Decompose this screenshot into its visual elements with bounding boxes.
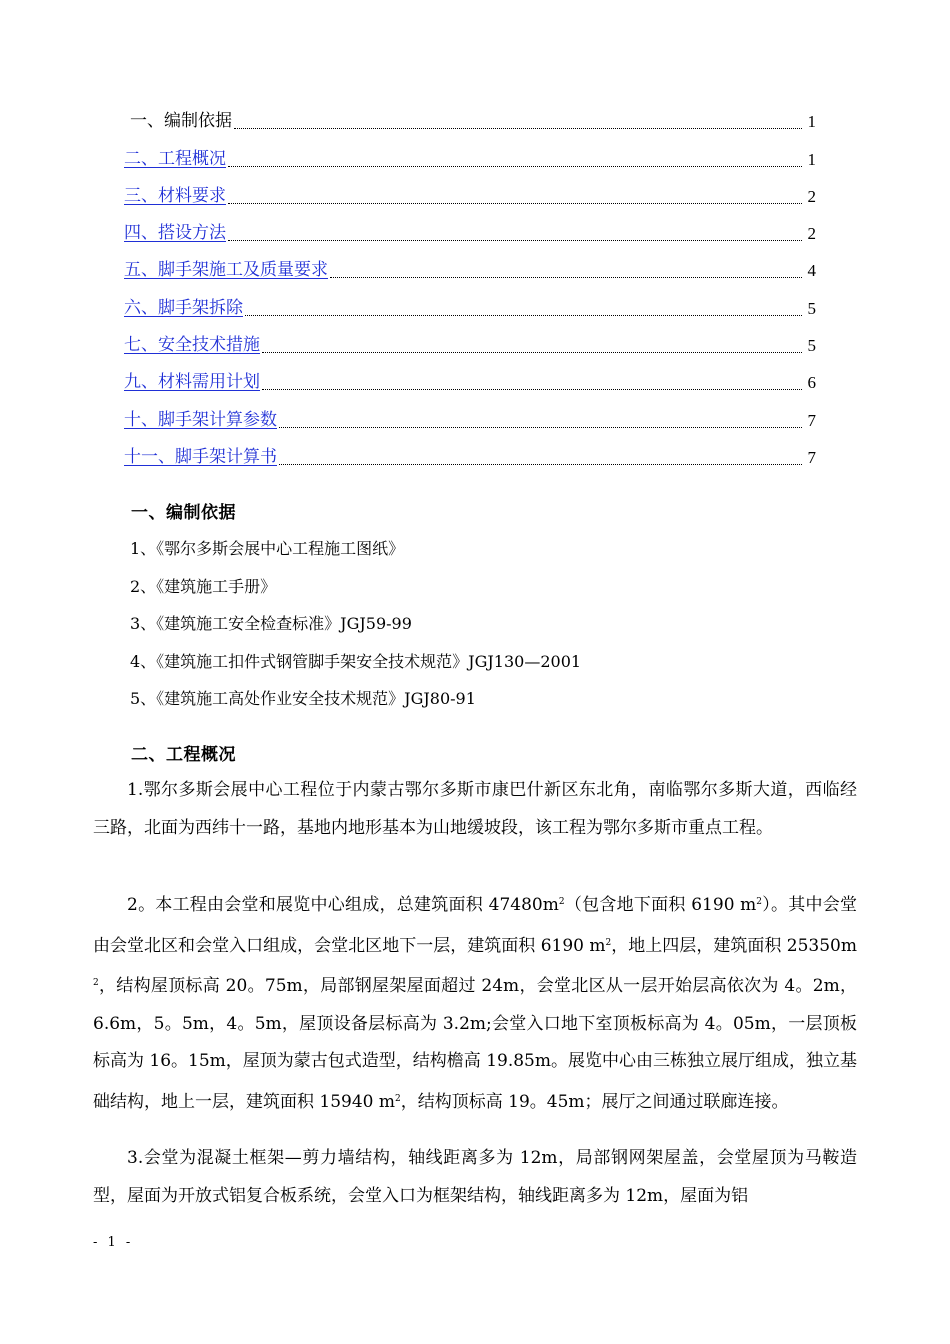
toc-link[interactable]: 二、工程概况 xyxy=(124,148,226,169)
paragraph-composition: 2。本工程由会堂和展览中心组成，总建筑面积 $47480m^2$（包含地下面积 6190 $m^2$）。其中会堂由会堂北区和会堂入口组成，会堂北区地下一层，建筑面积 6190 $m^2$，地上四层，建筑面积 $25350m^2$，结构屋顶标高 20。75m，局部钢屋架屋面超过 24m，会堂北区从一层开始层高依次为 4。2m，6.6m，5。5m，4。5m，屋顶设备层标高为 3.2m;会堂入口地下室顶板标高为 4。05m，一层顶板标高为 16。15m，屋顶为蒙古包式造型，结构檐高 19.85m。展览中心由三栋独立展厅组成，独立基础结构，地上一层，建筑面积 15940 $m^2$，结构顶标高 19。45m；展厅之间通过联廊连接。 xyxy=(93,895,858,1112)
toc-link[interactable]: 九、材料需用计划 xyxy=(124,372,260,393)
toc-dot-leader xyxy=(262,388,802,390)
toc-link[interactable]: 六、脚手架拆除 xyxy=(124,297,243,318)
toc-page-number: 2 xyxy=(807,186,816,206)
toc-entry[interactable] xyxy=(124,178,816,215)
toc-page-number: 5 xyxy=(807,336,816,356)
toc-entry[interactable] xyxy=(124,215,816,252)
table-of-contents xyxy=(124,103,816,476)
paragraph-structure: 3.会堂为混凝土框架—剪力墙结构，轴线距离多为 12m，局部钢网架屋盖，会堂屋顶为马鞍造型，屋面为开放式铝复合板系统，会堂入口为框架结构，轴线距离多为 12m，屋面为铝 xyxy=(93,1148,857,1206)
section-title-basis: 一、编制依据 xyxy=(131,503,236,523)
toc-entry[interactable] xyxy=(124,289,816,326)
toc-page-number: 5 xyxy=(807,298,816,318)
toc-entry xyxy=(124,103,816,140)
toc-page-number: 7 xyxy=(807,447,816,467)
toc-dot-leader xyxy=(262,351,802,353)
toc-link[interactable]: 三、材料要求 xyxy=(124,185,226,206)
toc-page-number: 2 xyxy=(807,224,816,244)
toc-link[interactable]: 七、安全技术措施 xyxy=(124,335,260,356)
toc-entry[interactable] xyxy=(124,252,816,289)
toc-dot-leader xyxy=(245,314,802,316)
section-title-overview: 二、工程概况 xyxy=(131,745,236,765)
toc-dot-leader xyxy=(228,165,802,167)
toc-page-number: 4 xyxy=(807,261,816,281)
toc-dot-leader xyxy=(234,127,802,129)
list-item: 5、《建筑施工高处作业安全技术规范》JGJ80-91 xyxy=(130,689,476,708)
toc-page-number: 1 xyxy=(807,112,816,132)
list-item: 4、《建筑施工扣件式钢管脚手架安全技术规范》JGJ130—2001 xyxy=(130,651,582,671)
toc-link[interactable]: 五、脚手架施工及质量要求 xyxy=(124,260,328,281)
toc-entry[interactable] xyxy=(124,401,816,438)
toc-link[interactable]: 四、搭设方法 xyxy=(124,223,226,244)
reference-list xyxy=(130,530,830,718)
toc-dot-leader xyxy=(279,463,802,465)
toc-link[interactable]: 十一、脚手架计算书 xyxy=(124,446,277,467)
page-number: - 1 - xyxy=(93,1235,134,1250)
toc-label: 一、编制依据 xyxy=(130,111,232,132)
list-item: 3、《建筑施工安全检查标准》JGJ59-99 xyxy=(130,614,412,633)
toc-page-number: 7 xyxy=(807,410,816,430)
toc-entry[interactable] xyxy=(124,439,816,476)
list-item: 1、《鄂尔多斯会展中心工程施工图纸》 xyxy=(130,539,405,558)
toc-dot-leader xyxy=(330,276,802,278)
toc-entry[interactable] xyxy=(124,364,816,401)
toc-entry[interactable] xyxy=(124,327,816,364)
toc-page-number: 1 xyxy=(807,149,816,169)
toc-dot-leader xyxy=(279,426,802,428)
list-item: 2、《建筑施工手册》 xyxy=(130,576,277,596)
toc-dot-leader xyxy=(228,202,802,204)
toc-page-number: 6 xyxy=(807,373,816,393)
toc-entry[interactable] xyxy=(124,140,816,177)
toc-link[interactable]: 十、脚手架计算参数 xyxy=(124,409,277,430)
toc-dot-leader xyxy=(228,239,802,241)
paragraph-location: 1.鄂尔多斯会展中心工程位于内蒙古鄂尔多斯市康巴什新区东北角，南临鄂尔多斯大道，西临经三路，北面为西纬十一路，基地内地形基本为山地缓坡段，该工程为鄂尔多斯市重点工程。 xyxy=(93,780,857,838)
